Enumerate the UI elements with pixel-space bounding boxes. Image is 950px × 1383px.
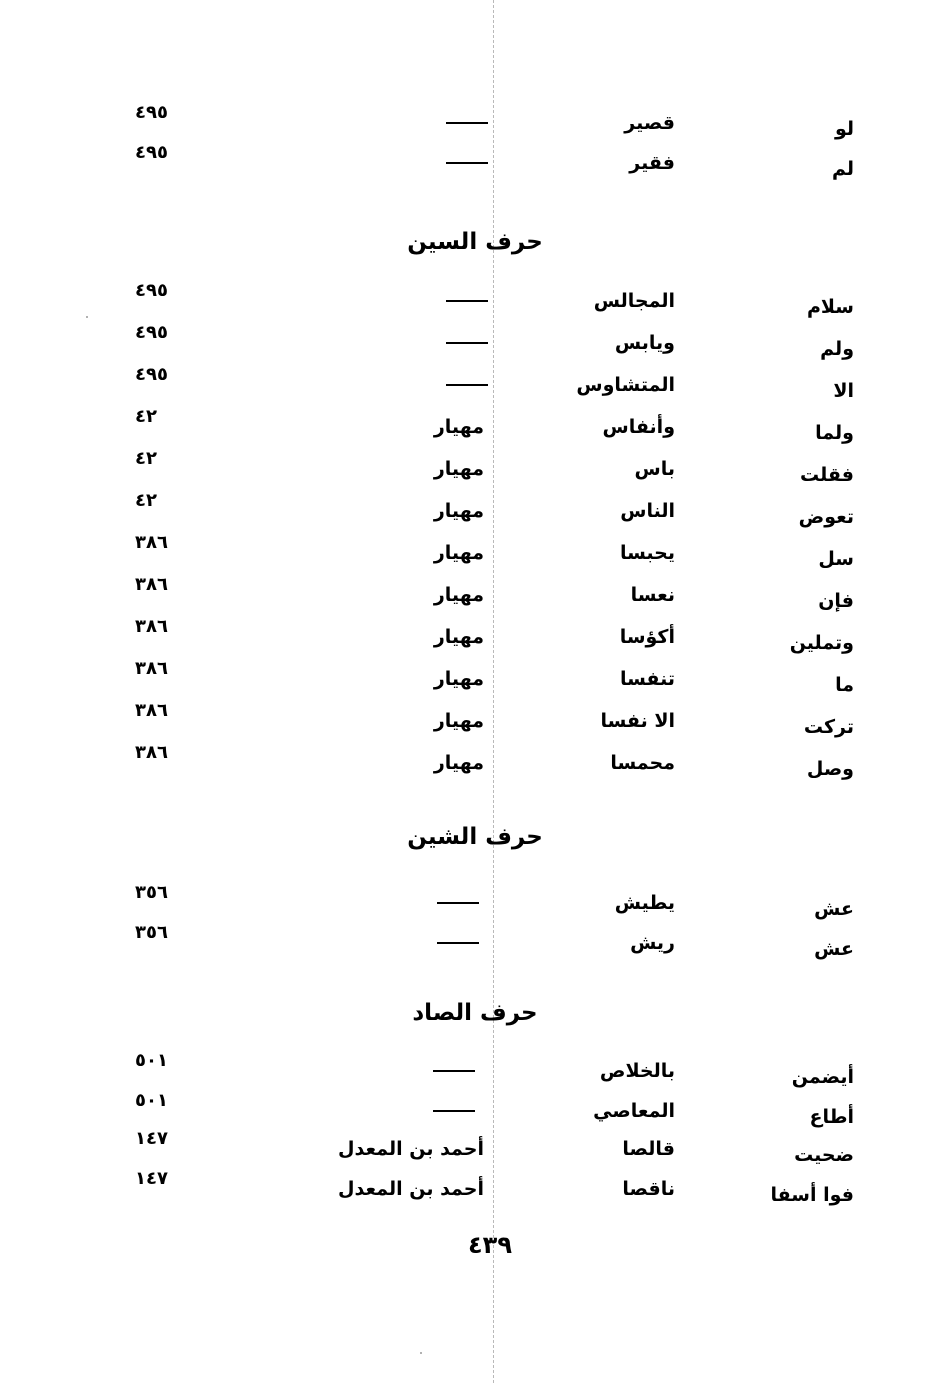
no-poet-dash: [446, 384, 488, 386]
rhyme-last-word: وأنفاس: [602, 416, 675, 438]
page-reference: ٣٥٦: [135, 882, 168, 903]
section-heading: حرف السين: [407, 229, 543, 255]
page-reference: ٤٩٥: [135, 102, 168, 123]
rhyme-last-word: قصير: [624, 112, 675, 134]
rhyme-first-word: أطاع: [809, 1106, 854, 1128]
rhyme-first-word: الا: [833, 380, 854, 402]
rhyme-last-word: محمسا: [610, 752, 675, 774]
rhyme-first-word: لم: [831, 158, 854, 180]
rhyme-first-word: ضحيت: [794, 1144, 854, 1166]
poet-name: مهيار: [433, 626, 484, 648]
page-reference: ٤٩٥: [135, 364, 168, 385]
rhyme-last-word: نعسا: [630, 584, 675, 606]
scan-speck: [420, 1352, 422, 1354]
index-row: [0, 742, 950, 792]
no-poet-dash: [437, 942, 479, 944]
index-row: [0, 142, 950, 192]
rhyme-first-word: تعوض: [798, 506, 854, 528]
page-reference: ٣٨٦: [135, 574, 168, 595]
page-reference: ٣٨٦: [135, 658, 168, 679]
page-reference: ٣٨٦: [135, 742, 168, 763]
scan-speck: [86, 316, 88, 318]
rhyme-last-word: المتشاوس: [576, 374, 675, 396]
index-row: [0, 922, 950, 972]
rhyme-last-word: قالصا: [622, 1138, 675, 1160]
rhyme-first-word: وتملين: [789, 632, 854, 654]
rhyme-last-word: المجالس: [593, 290, 675, 312]
poet-name: مهيار: [433, 500, 484, 522]
page-reference: ٤٩٥: [135, 142, 168, 163]
no-poet-dash: [446, 162, 488, 164]
rhyme-first-word: وصل: [806, 758, 854, 780]
no-poet-dash: [433, 1070, 475, 1072]
page-reference: ٤٢: [135, 406, 157, 427]
poet-name: مهيار: [433, 710, 484, 732]
rhyme-last-word: المعاصي: [593, 1100, 675, 1122]
rhyme-last-word: فقير: [629, 152, 675, 174]
poet-name: أحمد بن المعدل: [338, 1178, 484, 1200]
rhyme-first-word: عش: [814, 938, 854, 960]
rhyme-first-word: عش: [814, 898, 854, 920]
rhyme-last-word: يطيش: [614, 892, 675, 914]
rhyme-last-word: الناس: [620, 500, 675, 522]
rhyme-last-word: بالخلاص: [599, 1060, 675, 1082]
rhyme-first-word: فإن: [818, 590, 854, 612]
no-poet-dash: [433, 1110, 475, 1112]
page-reference: ٥٠١: [135, 1050, 168, 1071]
rhyme-last-word: أكؤسا: [619, 626, 675, 648]
no-poet-dash: [437, 902, 479, 904]
page-number: ٤٣٩: [468, 1231, 512, 1259]
rhyme-last-word: ناقصا: [622, 1178, 675, 1200]
poet-name: مهيار: [433, 542, 484, 564]
poet-name: مهيار: [433, 416, 484, 438]
poet-name: مهيار: [433, 668, 484, 690]
rhyme-last-word: ويابس: [614, 332, 675, 354]
rhyme-first-word: لو: [834, 118, 854, 140]
page-reference: ٣٨٦: [135, 700, 168, 721]
poet-name: مهيار: [433, 752, 484, 774]
rhyme-first-word: تركت: [803, 716, 854, 738]
rhyme-first-word: ما: [835, 674, 854, 696]
rhyme-first-word: فقلت: [800, 464, 854, 486]
section-heading: حرف الصاد: [412, 1000, 538, 1026]
poet-name: أحمد بن المعدل: [338, 1138, 484, 1160]
page-reference: ٤٢: [135, 448, 157, 469]
rhyme-first-word: ولم: [820, 338, 854, 360]
no-poet-dash: [446, 300, 488, 302]
no-poet-dash: [446, 342, 488, 344]
page-reference: ٣٨٦: [135, 532, 168, 553]
poet-name: مهيار: [433, 584, 484, 606]
rhyme-last-word: ريش: [630, 932, 675, 954]
section-heading: حرف الشين: [407, 824, 543, 850]
rhyme-first-word: سلام: [806, 296, 854, 318]
rhyme-first-word: ولما: [815, 422, 854, 444]
index-row: [0, 1168, 950, 1218]
rhyme-last-word: يحبسا: [619, 542, 675, 564]
page-reference: ٣٨٦: [135, 616, 168, 637]
rhyme-first-word: أيضمن: [791, 1066, 854, 1088]
poet-name: مهيار: [433, 458, 484, 480]
rhyme-last-word: باس: [634, 458, 675, 480]
rhyme-first-word: فوا أسفا: [770, 1184, 854, 1206]
page-reference: ٤٢: [135, 490, 157, 511]
no-poet-dash: [446, 122, 488, 124]
rhyme-first-word: سل: [818, 548, 854, 570]
page-reference: ١٤٧: [135, 1128, 168, 1149]
page-reference: ٥٠١: [135, 1090, 168, 1111]
page-reference: ٣٥٦: [135, 922, 168, 943]
page-reference: ١٤٧: [135, 1168, 168, 1189]
page-reference: ٤٩٥: [135, 280, 168, 301]
page-reference: ٤٩٥: [135, 322, 168, 343]
rhyme-last-word: تنفسا: [619, 668, 675, 690]
rhyme-last-word: الا نفسا: [600, 710, 675, 732]
